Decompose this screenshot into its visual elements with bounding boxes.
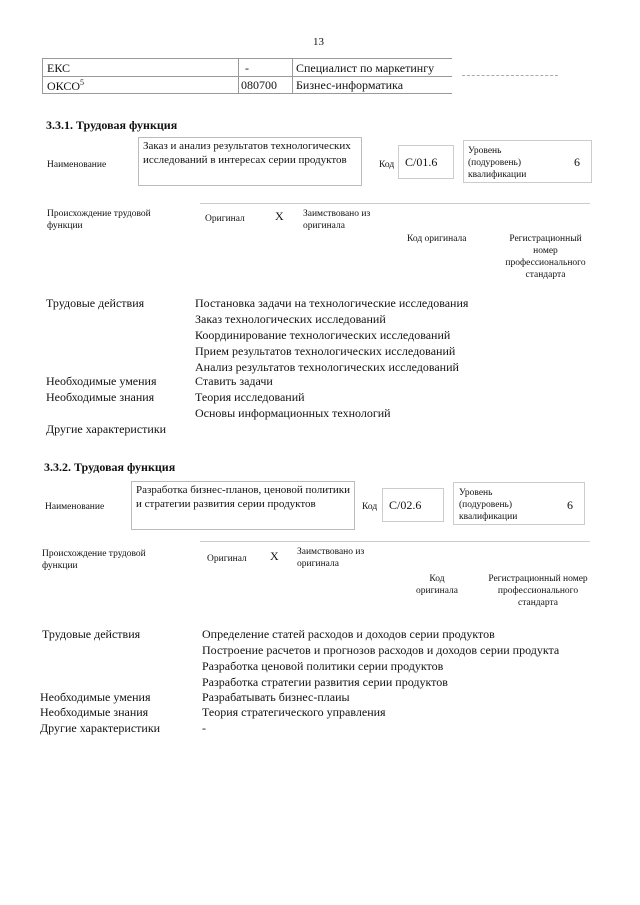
code-original-label: Код оригинала (416, 574, 458, 596)
action-item: Построение расчетов и прогнозов расходов и доходов серии продукта (202, 643, 560, 657)
original-mark: X (270, 549, 279, 563)
reg-number-label: Регистрационный номер профессионального стандарта (488, 574, 588, 608)
classification-label-okso: ОКСО$^5$ (47, 78, 85, 93)
actions-list (195, 295, 468, 375)
function-code: C/02.6 (389, 498, 422, 512)
skills-label: Необходимые умения (46, 374, 157, 388)
origin-label: Происхождение трудовой функции (42, 549, 146, 571)
action-item: Постановка задачи на технологические исследования (195, 296, 469, 310)
actions-label: Трудовые действия (42, 627, 141, 641)
knowledge-item: Основы информационных технологий (195, 406, 391, 420)
original-label: Оригинал (207, 554, 247, 564)
classification-code-okso: 080700 (241, 78, 277, 92)
skills-label: Необходимые умения (40, 690, 151, 704)
page-number: 13 (313, 36, 324, 48)
skill-item: Ставить задачи (195, 374, 273, 388)
skill-item: Разрабатывать бизнес-плаиы (202, 690, 350, 704)
action-item: Прием результатов технологических исследований (195, 344, 456, 358)
original-mark: X (275, 209, 284, 223)
knowledge-label: Необходимые знания (40, 705, 149, 719)
action-item: Разработка стратегии развития серии продуктов (202, 675, 448, 689)
other-label: Другие характеристики (40, 721, 161, 735)
function-heading: 3.3.2. Трудовая функция (44, 460, 176, 474)
code-label: Код (379, 160, 395, 170)
name-label: Наименование (47, 160, 107, 170)
function-code: C/01.6 (405, 155, 438, 169)
action-item: Определение статей расходов и доходов серии продуктов (202, 627, 495, 641)
actions-list (202, 626, 559, 690)
actions-label: Трудовые действия (46, 296, 145, 310)
function-level: 6 (567, 498, 573, 512)
action-item: Заказ технологических исследований (195, 312, 386, 326)
knowledge-item: Теория стратегического управления (202, 705, 386, 719)
action-item: Разработка ценовой политики серии продуктов (202, 659, 444, 673)
action-item: Координирование технологических исследований (195, 328, 451, 342)
classification-code-eks: - (245, 61, 249, 75)
classification-label-eks: ЕКС (47, 61, 71, 75)
original-label: Оригинал (205, 214, 245, 224)
classification-name-okso: Бизнес-информатика (296, 78, 404, 92)
function-level: 6 (574, 155, 580, 169)
knowledge-label: Необходимые знания (46, 390, 155, 404)
knowledge-list (195, 389, 391, 421)
action-item: Анализ результатов технологических исследований (195, 360, 459, 374)
level-label: Уровень (подуровень) квалификации (459, 488, 518, 522)
knowledge-item: Теория исследований (195, 390, 305, 404)
level-label: Уровень (подуровень) квалификации (468, 146, 527, 180)
name-label: Наименование (45, 502, 105, 512)
function-name: Разработка бизнес-планов, ценовой политики и стратегии развития серии продуктов (136, 484, 351, 510)
other-value: - (202, 721, 206, 735)
classification-name-eks: Специалист по маркетингу (296, 61, 435, 75)
other-label: Другие характеристики (46, 422, 167, 436)
borrowed-label: Заимствовано из оригинала (303, 209, 371, 231)
origin-label: Происхождение трудовой функции (47, 209, 151, 231)
function-name: Заказ и анализ результатов технологических исследований в интересах серии продуктов (143, 140, 351, 166)
borrowed-label: Заимствовано из оригинала (297, 547, 365, 569)
code-original-label: Код оригинала (407, 234, 467, 244)
function-heading: 3.3.1. Трудовая функция (46, 118, 178, 132)
code-label: Код (362, 502, 378, 512)
reg-number-label: Регистрационный номер профессионального стандарта (505, 234, 586, 280)
